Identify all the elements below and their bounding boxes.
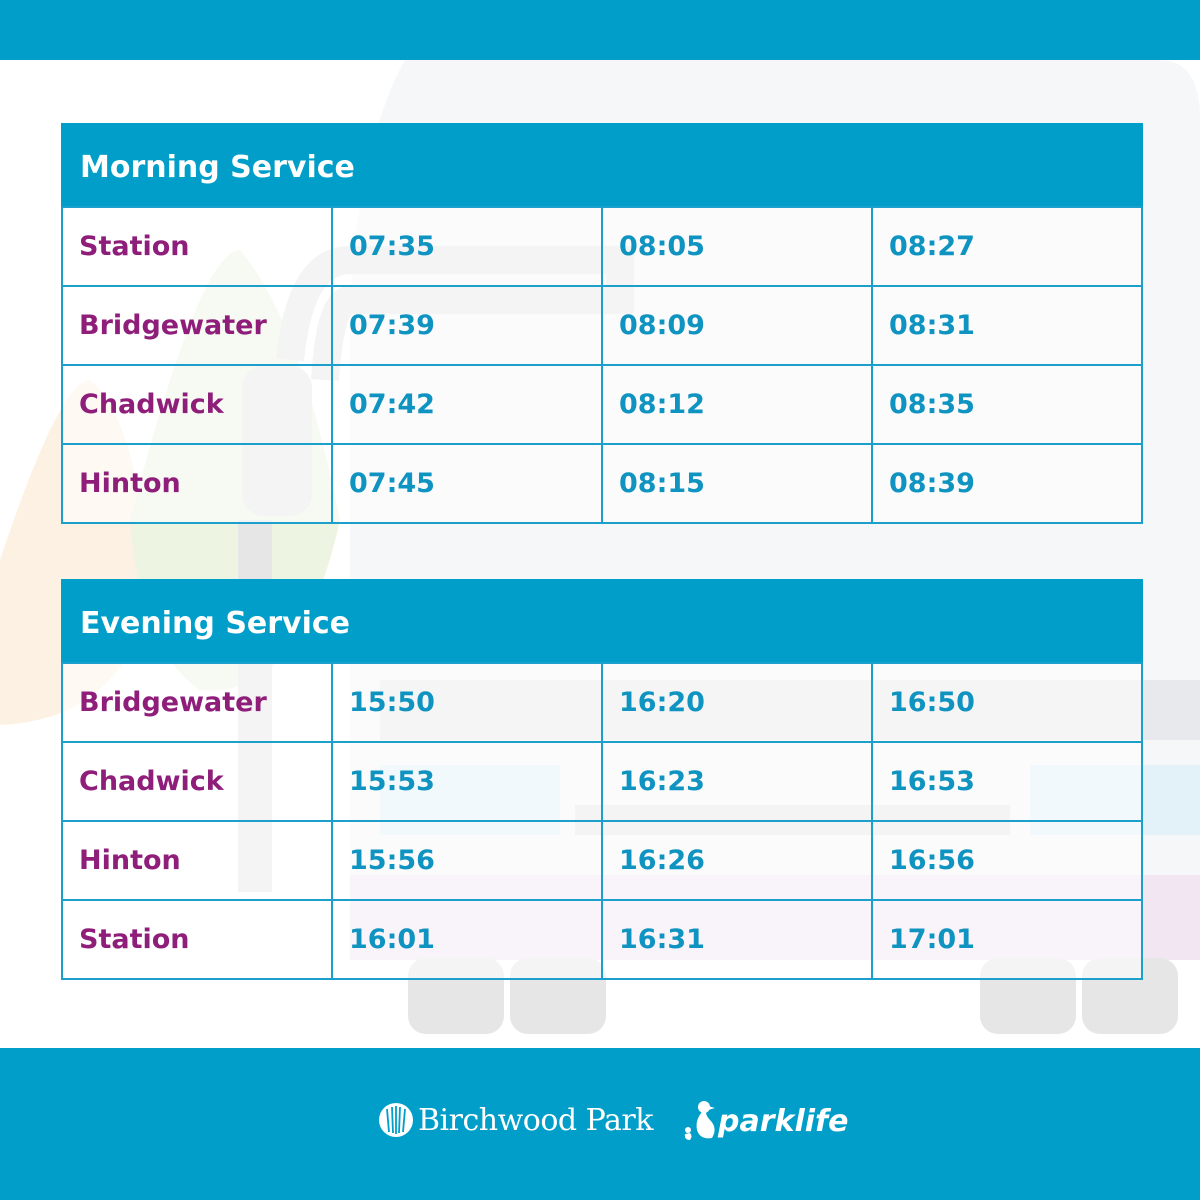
- departure-time: 08:39: [872, 444, 1142, 523]
- timetable-title: Morning Service: [61, 123, 1143, 206]
- morning-service-timetable: [61, 123, 1143, 524]
- departure-time: 07:35: [332, 207, 602, 286]
- departure-time: 16:50: [872, 663, 1142, 742]
- departure-time: 08:15: [602, 444, 872, 523]
- stop-name: Bridgewater: [62, 663, 332, 742]
- duck-logo-icon: [682, 1098, 718, 1144]
- departure-time: 15:56: [332, 821, 602, 900]
- stop-name: Station: [62, 207, 332, 286]
- departure-time: 08:05: [602, 207, 872, 286]
- departure-time: 16:23: [602, 742, 872, 821]
- table-row: [62, 286, 1142, 365]
- departure-time: 17:01: [872, 900, 1142, 979]
- departure-time: 15:53: [332, 742, 602, 821]
- table-row: [62, 365, 1142, 444]
- table-row: [62, 444, 1142, 523]
- table-row: [62, 900, 1142, 979]
- departure-time: 07:42: [332, 365, 602, 444]
- departure-time: 08:12: [602, 365, 872, 444]
- stop-name: Hinton: [62, 821, 332, 900]
- table-row: [62, 207, 1142, 286]
- departure-time: 16:56: [872, 821, 1142, 900]
- footer-logos: [0, 1098, 1200, 1154]
- departure-time: 08:27: [872, 207, 1142, 286]
- stop-name: Bridgewater: [62, 286, 332, 365]
- evening-service-timetable: [61, 579, 1143, 980]
- parklife-logo: [682, 1098, 848, 1144]
- parklife-wordmark: parklife: [718, 1103, 849, 1139]
- table-row: [62, 742, 1142, 821]
- stop-name: Hinton: [62, 444, 332, 523]
- departure-time: 08:35: [872, 365, 1142, 444]
- departure-time: 16:53: [872, 742, 1142, 821]
- departure-time: 16:01: [332, 900, 602, 979]
- table-row: [62, 663, 1142, 742]
- departure-time: 07:39: [332, 286, 602, 365]
- departure-time: 16:26: [602, 821, 872, 900]
- departure-time: 16:20: [602, 663, 872, 742]
- birchwood-park-wordmark: Birchwood Park: [418, 1102, 653, 1138]
- stop-name: Station: [62, 900, 332, 979]
- top-banner: [0, 0, 1200, 60]
- table-row: [62, 821, 1142, 900]
- departure-time: 16:31: [602, 900, 872, 979]
- birchwood-park-logo: [378, 1102, 653, 1138]
- stop-name: Chadwick: [62, 365, 332, 444]
- stop-name: Chadwick: [62, 742, 332, 821]
- departure-time: 15:50: [332, 663, 602, 742]
- timetable-title: Evening Service: [61, 579, 1143, 662]
- birch-tree-logo-icon: [378, 1102, 414, 1138]
- departure-time: 08:31: [872, 286, 1142, 365]
- departure-time: 07:45: [332, 444, 602, 523]
- departure-time: 08:09: [602, 286, 872, 365]
